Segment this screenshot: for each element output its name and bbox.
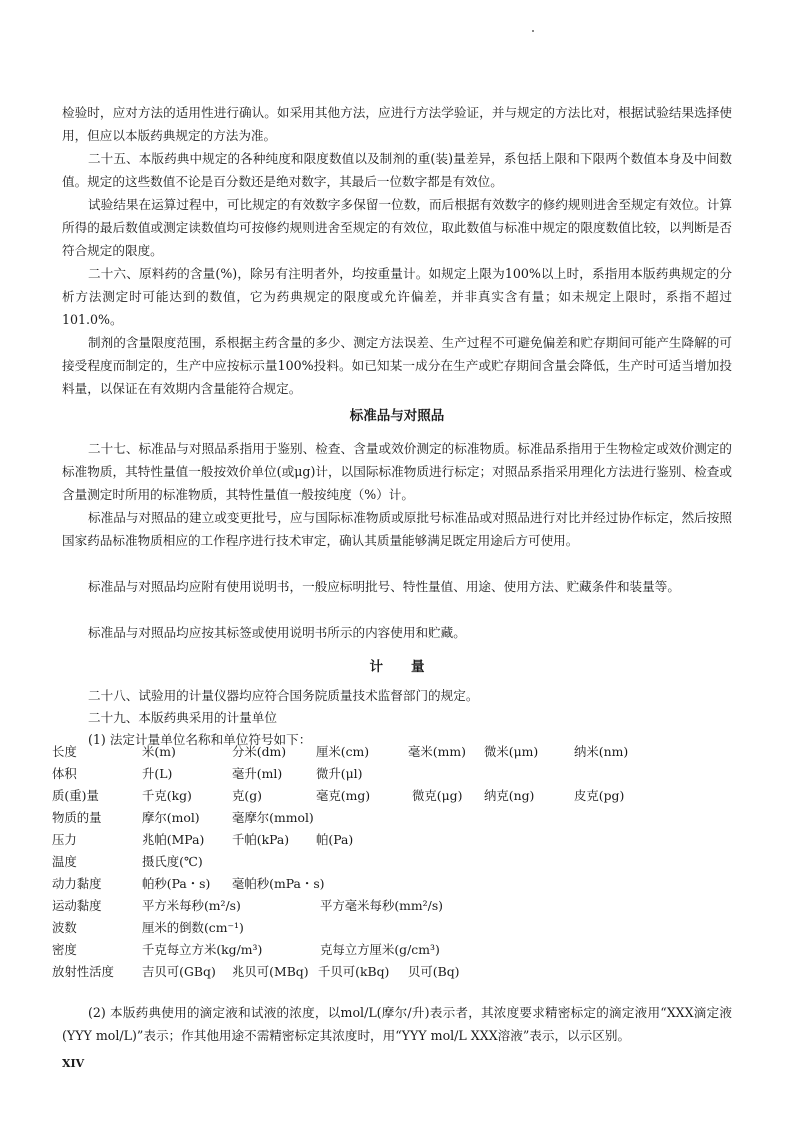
unit-entry: 微升(μl) (316, 766, 363, 781)
unit-entry: 微克(μg) (412, 788, 463, 803)
paragraph-article-26: 二十六、原料药的含量(%)，除另有注明者外，均按重量计。如规定上限为100%以上时，系指用本版药典规定的分析方法测定时可能达到的数值，它为药典规定的限度或允许偏差，并非真实含有量；如未规定上限时，系指不超过101.0%。 (62, 266, 732, 327)
unit-row (52, 741, 628, 763)
unit-row (52, 807, 628, 829)
unit-row (52, 961, 628, 983)
section-heading-reference-standards: 标准品与对照品 (349, 408, 445, 424)
paragraph-storage: 标准品与对照品均应按其标签或使用说明书所示的内容使用和贮藏。 (88, 625, 466, 640)
unit-row (52, 829, 628, 851)
unit-row (52, 785, 628, 807)
unit-entry: 兆帕(MPa) (142, 832, 205, 847)
unit-entry: 厘米的倒数(cm⁻¹) (142, 920, 244, 935)
paragraph-article-27: 二十七、标准品与对照品系指用于鉴别、检查、含量或效价测定的标准物质。标准品系指用于生物检定或效价测定的标准物质，其特性量值一般按效价单位(或μg)计，以国际标准物质进行标定；对照品系指采用理化方法进行鉴别、检查或含量测定时所用的标准物质，其特性量值一般按纯度（%）计。 (62, 441, 732, 502)
unit-row (52, 851, 628, 873)
unit-entry: 千克(kg) (142, 788, 192, 803)
unit-list (142, 763, 628, 785)
scan-speck (532, 30, 534, 32)
unit-entry: 米(m) (142, 744, 176, 759)
unit-entry: 皮克(pg) (574, 788, 625, 803)
unit-entry: 毫米(mm) (408, 744, 466, 759)
unit-entry: 克(g) (232, 788, 262, 803)
unit-entry: 升(L) (142, 766, 173, 781)
article-29: 二十九、本版药典采用的计量单位 (88, 710, 277, 725)
unit-list (142, 807, 628, 829)
unit-row (52, 895, 628, 917)
unit-entry: 平方米每秒(m²/s) (142, 898, 241, 913)
quantity-name: 物质的量 (52, 810, 102, 825)
units-table (52, 741, 628, 983)
unit-entry: 微米(μm) (484, 744, 539, 759)
unit-entry: 纳克(ng) (484, 788, 535, 803)
unit-entry: 帕秒(Pa・s) (142, 876, 211, 891)
unit-list (142, 829, 628, 851)
quantity-name: 长度 (52, 744, 77, 759)
unit-entry: 帕(Pa) (316, 832, 354, 847)
quantity-name: 质(重)量 (52, 788, 99, 803)
unit-list (142, 873, 628, 895)
unit-entry: 兆贝可(MBq) (232, 964, 309, 979)
unit-row (52, 917, 628, 939)
unit-list (142, 939, 628, 961)
paragraph-instructions: 标准品与对照品均应附有使用说明书，一般应标明批号、特性量值、用途、使用方法、贮藏条件和装量等。 (88, 579, 680, 594)
unit-entry: 摄氏度(℃) (142, 854, 203, 869)
unit-entry: 分米(dm) (232, 744, 287, 759)
quantity-name: 波数 (52, 920, 77, 935)
unit-list (142, 851, 628, 873)
unit-entry: 平方毫米每秒(mm²/s) (320, 898, 444, 913)
paragraph-method-validation: 检验时，应对方法的适用性进行确认。如采用其他方法，应进行方法学验证，并与规定的方法比对，根据试验结果选择使用，但应以本版药典规定的方法为准。 (62, 105, 732, 143)
unit-list (142, 961, 628, 983)
page-number: XIV (62, 1057, 85, 1070)
paragraph-titrant-concentration: (2) 本版药典使用的滴定液和试液的浓度，以mol/L(摩尔/升)表示者，其浓度要求精密标定的滴定液用“XXX滴定液(YYY mol/L)”表示；作其他用途不需精密标定其浓度时，用“YYY mol/L XXX溶液”表示，以示区别。 (62, 1005, 732, 1043)
paragraph-significant-figures: 试验结果在运算过程中，可比规定的有效数字多保留一位数，而后根据有效数字的修约规则进舍至规定有效位。计算所得的最后数值或测定读数值均可按修约规则进舍至规定的有效位，取此数值与标准中规定的限度数值比较，以判断是否符合规定的限度。 (62, 197, 732, 258)
unit-list (142, 895, 628, 917)
quantity-name: 动力黏度 (52, 876, 102, 891)
unit-entry: 克每立方厘米(g/cm³) (320, 942, 440, 957)
unit-entry: 毫帕秒(mPa・s) (232, 876, 325, 891)
paragraph-batch-calibration: 标准品与对照品的建立或变更批号，应与国际标准物质或原批号标准品或对照品进行对比并经过协作标定，然后按照国家药品标准物质相应的工作程序进行技术审定，确认其质量能够满足既定用途后方可使用。 (62, 510, 732, 548)
unit-row (52, 939, 628, 961)
unit-entry: 纳米(nm) (574, 744, 629, 759)
paragraph-article-25: 二十五、本版药典中规定的各种纯度和限度数值以及制剂的重(装)量差异，系包括上限和下限两个数值本身及中间数值。规定的这些数值不论是百分数还是绝对数字，其最后一位数字都是有效位。 (62, 151, 732, 189)
unit-entry: 毫升(ml) (232, 766, 283, 781)
unit-entry: 厘米(cm) (316, 744, 370, 759)
unit-list (142, 917, 628, 939)
unit-list (142, 741, 628, 763)
quantity-name: 放射性活度 (52, 964, 114, 979)
unit-entry: 千帕(kPa) (232, 832, 290, 847)
unit-entry: 摩尔(mol) (142, 810, 200, 825)
paragraph-content-limits: 制剂的含量限度范围，系根据主药含量的多少、测定方法误差、生产过程不可避免偏差和贮存期间可能产生降解的可接受程度而制定的，生产中应按标示量100%投料。如已知某一成分在生产或贮存期间含量会降低，生产时可适当增加投料量，以保证在有效期内含量能符合规定。 (62, 335, 732, 396)
quantity-name: 压力 (52, 832, 77, 847)
unit-entry: 毫摩尔(mmol) (232, 810, 314, 825)
quantity-name: 体积 (52, 766, 77, 781)
section-heading-measurement: 计量 (369, 659, 453, 675)
unit-entry: 毫克(mg) (316, 788, 371, 803)
unit-entry: 贝可(Bq) (408, 964, 460, 979)
quantity-name: 运动黏度 (52, 898, 102, 913)
unit-list (142, 785, 628, 807)
quantity-name: 温度 (52, 854, 77, 869)
quantity-name: 密度 (52, 942, 77, 957)
unit-row (52, 873, 628, 895)
article-28: 二十八、试验用的计量仪器均应符合国务院质量技术监督部门的规定。 (88, 688, 479, 703)
unit-row (52, 763, 628, 785)
unit-entry: 吉贝可(GBq) (142, 964, 216, 979)
unit-entry: 千克每立方米(kg/m³) (142, 942, 263, 957)
legal-units-intro: (1) 法定计量单位名称和单位符号如下： (88, 732, 312, 747)
unit-entry: 千贝可(kBq) (318, 964, 390, 979)
